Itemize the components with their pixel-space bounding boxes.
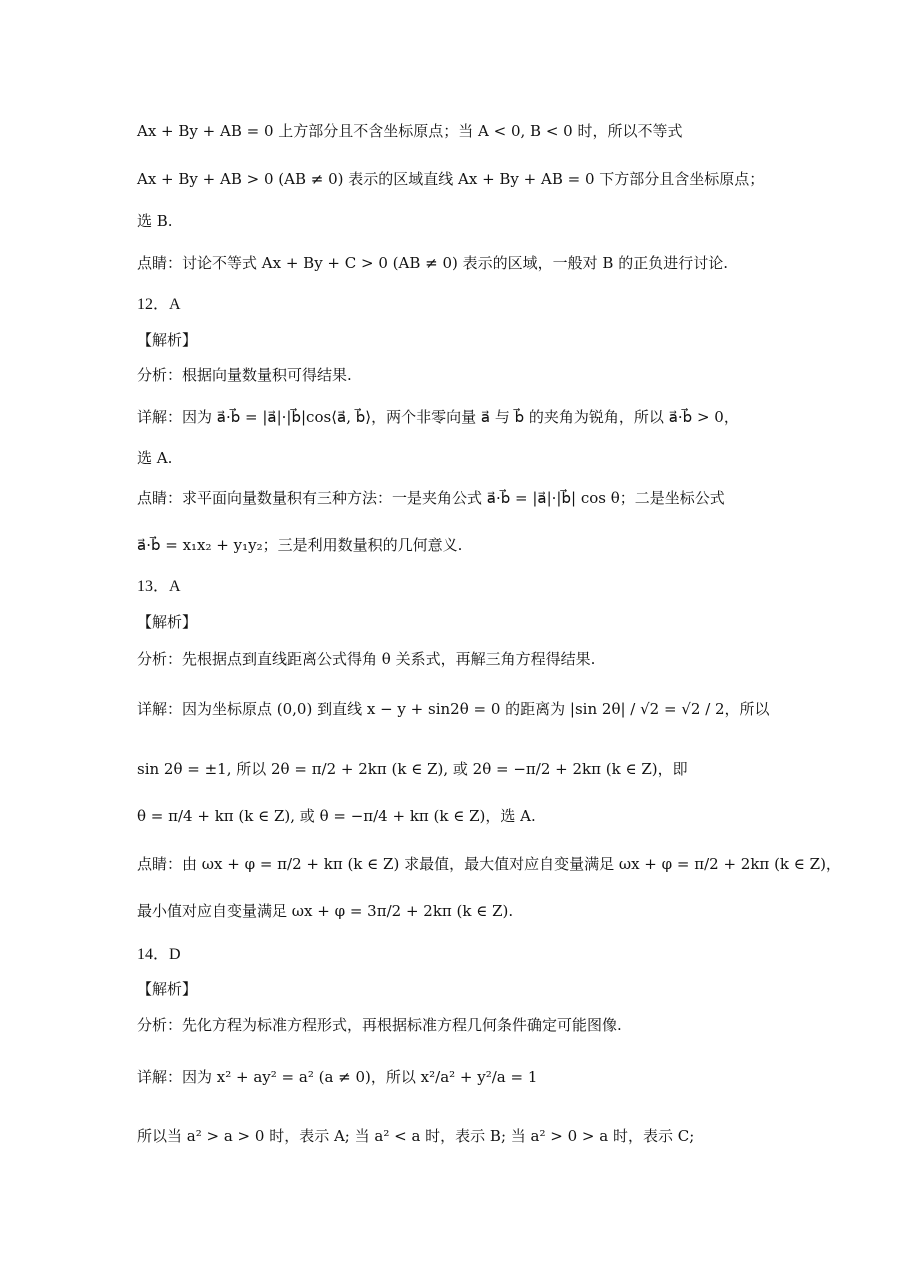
text-line: 选 B. xyxy=(137,212,173,230)
text-line: Ax + By + AB = 0 上方部分且不含坐标原点；当 A < 0, B < 0 时，所以不等式 xyxy=(137,122,683,140)
text-line: Ax + By + AB > 0 (AB ≠ 0) 表示的区域直线 Ax + By + AB = 0 下方部分且含坐标原点； xyxy=(137,170,765,188)
text-line: a⃗·b⃗ = x₁x₂ + y₁y₂；三是利用数量积的几何意义. xyxy=(137,536,463,554)
section-heading: 【解析】 xyxy=(137,980,198,998)
text-line: 所以当 a² > a > 0 时，表示 A; 当 a² < a 时，表示 B; 当 a² > 0 > a 时，表示 C; xyxy=(137,1127,695,1145)
question-number: 14．D xyxy=(137,946,181,963)
text-line: 点睛：由 ωx + φ = π/2 + kπ (k ∈ Z) 求最值，最大值对应自变量满足 ωx + φ = π/2 + 2kπ (k ∈ Z)， xyxy=(137,855,841,873)
text-line: 分析：先化方程为标准方程形式，再根据标准方程几何条件确定可能图像. xyxy=(137,1016,622,1034)
text-line: 最小值对应自变量满足 ωx + φ = 3π/2 + 2kπ (k ∈ Z). xyxy=(137,902,514,920)
text-line: 选 A. xyxy=(137,449,173,467)
text-line: 详解：因为坐标原点 (0,0) 到直线 x − y + sin2θ = 0 的距离为 |sin 2θ| / √2 = √2 / 2，所以 xyxy=(137,700,770,718)
text-line: 分析：根据向量数量积可得结果. xyxy=(137,366,352,384)
text-line: 分析：先根据点到直线距离公式得角 θ 关系式，再解三角方程得结果. xyxy=(137,650,596,668)
question-number: 12．A xyxy=(137,296,181,313)
section-heading: 【解析】 xyxy=(137,331,198,349)
section-heading: 【解析】 xyxy=(137,613,198,631)
text-line: 详解：因为 a⃗·b⃗ = |a⃗|·|b⃗|cos⟨a⃗, b⃗⟩，两个非零向量 a⃗ 与 b⃗ 的夹角为锐角，所以 a⃗·b⃗ > 0， xyxy=(137,408,739,426)
text-line: sin 2θ = ±1, 所以 2θ = π/2 + 2kπ (k ∈ Z), 或 2θ = −π/2 + 2kπ (k ∈ Z)，即 xyxy=(137,760,688,778)
text-line: θ = π/4 + kπ (k ∈ Z), 或 θ = −π/4 + kπ (k ∈ Z)，选 A. xyxy=(137,807,536,825)
text-line: 详解：因为 x² + ay² = a² (a ≠ 0)，所以 x²/a² + y²/a = 1 xyxy=(137,1068,538,1086)
question-number: 13．A xyxy=(137,578,181,595)
text-line: 点睛：讨论不等式 Ax + By + C > 0 (AB ≠ 0) 表示的区域，一般对 B 的正负进行讨论. xyxy=(137,254,728,272)
text-line: 点睛：求平面向量数量积有三种方法：一是夹角公式 a⃗·b⃗ = |a⃗|·|b⃗| cos θ；二是坐标公式 xyxy=(137,489,725,507)
